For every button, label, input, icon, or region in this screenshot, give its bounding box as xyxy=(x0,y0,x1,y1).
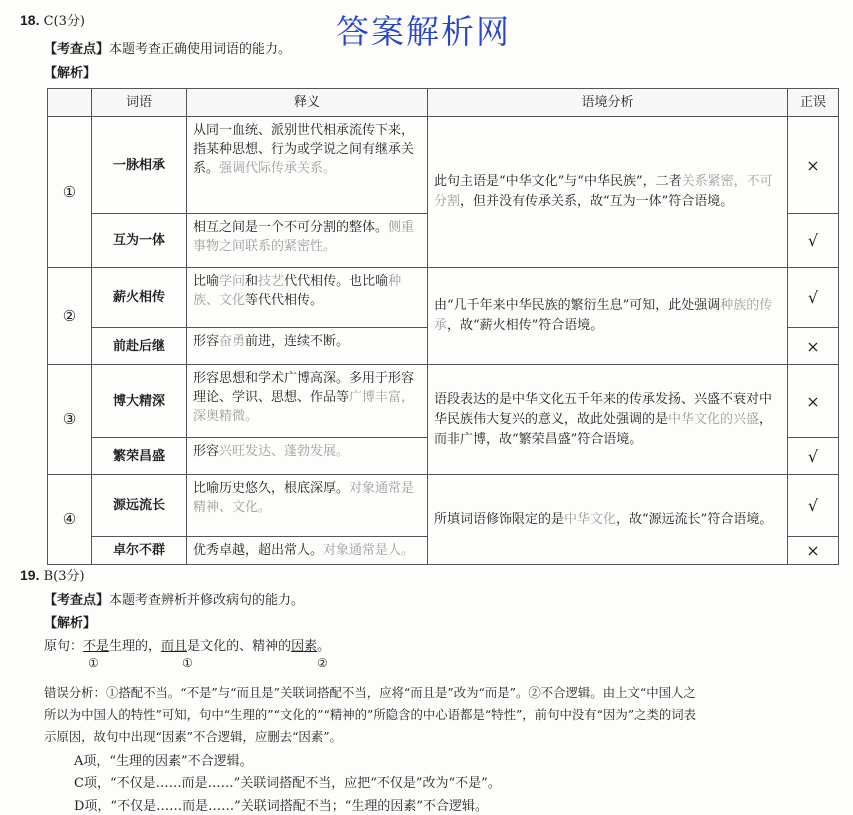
header-definition: 释义 xyxy=(187,89,428,117)
option-a-analysis: A项，“生理的因素”不合逻辑。 xyxy=(74,754,253,769)
original-label: 原句： xyxy=(44,639,84,654)
word-cell: 卓尔不群 xyxy=(92,537,187,565)
context-cell xyxy=(428,117,788,268)
definition-segment: 种族、文化 xyxy=(193,274,402,308)
header-context: 语境分析 xyxy=(428,89,788,117)
circle-mark-1: ① xyxy=(88,656,99,670)
context-segment: 由“几千年来中华民族的繁衍生息”可知，此处强调 xyxy=(434,298,721,313)
answer-score: C(3分) xyxy=(43,14,85,29)
question-number: 19. xyxy=(20,567,40,583)
context-cell xyxy=(428,365,788,475)
word-cell: 源远流长 xyxy=(92,475,187,537)
word-cell: 一脉相承 xyxy=(92,117,187,214)
definition-cell xyxy=(187,328,428,365)
orig-part-5: 因素 xyxy=(291,639,318,654)
context-segment: ，故“源远流长”符合语境。 xyxy=(616,511,773,527)
definition-cell xyxy=(187,117,428,214)
group-number: ④ xyxy=(48,475,92,565)
definition-cell xyxy=(187,214,428,268)
table-header-row xyxy=(48,89,839,117)
table-row xyxy=(48,365,839,438)
table-row xyxy=(48,268,839,328)
definition-segment: 形容思想和学术广博高深。多用于形容理论、学识、思想、作品等 xyxy=(193,371,415,405)
context-cell xyxy=(428,268,788,365)
cross-mark-icon: × xyxy=(788,328,839,365)
definition-segment: 比喻 xyxy=(193,274,220,289)
definition-segment: 优秀卓越，超出常人。 xyxy=(193,543,324,558)
group-number: ③ xyxy=(48,365,92,475)
cross-mark-icon: × xyxy=(788,365,839,438)
test-point-label: 【考查点】 xyxy=(44,593,110,608)
definition-segment: 形容 xyxy=(193,334,220,349)
option-c-analysis: C项，“不仅是……而是……”关联词搭配不当，应把“不仅是”改为“不是”。 xyxy=(74,776,501,791)
definition-segment: 侧重事物之间联系的紧密性。 xyxy=(193,220,415,254)
header-word: 词语 xyxy=(92,89,187,117)
context-segment: 种族的传承 xyxy=(434,298,773,333)
table-row xyxy=(48,117,839,214)
word-analysis-table xyxy=(47,88,839,565)
question-number: 18. xyxy=(20,12,40,28)
definition-segment: 技艺 xyxy=(258,274,285,289)
definition-cell xyxy=(187,268,428,328)
orig-part-6: 。 xyxy=(317,639,331,654)
definition-segment: 兴旺发达、蓬勃发展。 xyxy=(219,444,350,459)
original-sentence xyxy=(44,635,330,654)
answer-score: B(3分) xyxy=(43,569,85,584)
group-number: ① xyxy=(48,117,92,268)
context-segment: ，故“薪火相传”符合语境。 xyxy=(447,318,604,333)
check-mark-icon: √ xyxy=(788,475,839,537)
definition-cell xyxy=(187,537,428,565)
orig-part-2: 生理的， xyxy=(109,639,162,654)
definition-segment: 强调代际传承关系。 xyxy=(219,161,337,176)
context-segment: 语段表达的是中华文化五千年来的传承发扬、兴盛不衰对中华民族伟大复兴的意义，故此处强调的是 xyxy=(434,391,773,427)
definition-segment: 代代相传。也比喻 xyxy=(284,274,389,289)
cross-mark-icon: × xyxy=(788,117,839,214)
context-segment: 中华文化 xyxy=(564,511,617,527)
check-mark-icon: √ xyxy=(788,438,839,475)
table-row xyxy=(48,475,839,537)
word-cell: 互为一体 xyxy=(92,214,187,268)
definition-cell xyxy=(187,365,428,438)
definition-segment: 学问 xyxy=(219,274,246,289)
error-analysis-line-2: 所以为中国人的特性”可知，句中“生理的”“文化的”“精神的”所隐含的中心语都是“特性”，前句中没有“因为”之类的词表 xyxy=(44,707,697,722)
question-18-header xyxy=(20,10,85,29)
test-point-text: 本题考查辨析并修改病句的能力。 xyxy=(109,593,305,608)
question-19-header xyxy=(20,565,85,584)
definition-segment: 前进，连续不断。 xyxy=(245,334,350,349)
circle-mark-2: ① xyxy=(182,656,193,670)
error-analysis-line-1: 错误分析：①搭配不当。“不是”与“而且是”关联词搭配不当，应将“而且是”改为“而是”。②不合逻辑。由上文“中国人之 xyxy=(44,685,696,700)
context-cell xyxy=(428,475,788,565)
definition-segment: 和 xyxy=(245,274,259,289)
q19-analysis-label: 【解析】 xyxy=(44,616,97,631)
context-segment: ，而非广博，故“繁荣昌盛”符合语境。 xyxy=(434,411,773,447)
circle-mark-3: ② xyxy=(317,656,328,670)
definition-segment: 形容 xyxy=(193,444,220,459)
definition-segment: 等代代相传。 xyxy=(245,293,324,308)
orig-part-1: 不是 xyxy=(83,639,110,654)
header-verdict: 正误 xyxy=(788,89,839,117)
check-mark-icon: √ xyxy=(788,268,839,328)
definition-segment: 奋勇 xyxy=(219,334,246,349)
definition-segment: 相互之间是一个不可分割的整体。 xyxy=(193,220,389,235)
q19-test-point xyxy=(44,589,304,608)
definition-segment: 比喻历史悠久，根底深厚。 xyxy=(193,481,350,496)
test-point-text: 本题考查正确使用词语的能力。 xyxy=(109,42,292,57)
q18-test-point xyxy=(44,38,291,57)
q18-analysis-label: 【解析】 xyxy=(44,66,97,81)
cross-mark-icon: × xyxy=(788,537,839,565)
context-segment: 所填词语修饰限定的是 xyxy=(434,511,565,527)
definition-segment: 对象通常是精神、文化。 xyxy=(193,481,415,515)
orig-part-3: 而且 xyxy=(161,639,188,654)
context-segment: 关系紧密，不可分割 xyxy=(434,174,773,209)
header-empty xyxy=(48,89,92,117)
word-cell: 繁荣昌盛 xyxy=(92,438,187,475)
word-cell: 薪火相传 xyxy=(92,268,187,328)
definition-cell xyxy=(187,475,428,537)
definition-segment: 对象通常是人。 xyxy=(323,543,415,558)
definition-segment: 从同一血统、派别世代相承流传下来，指某种思想、行为或学说之间有继承关系。 xyxy=(193,123,415,176)
definition-cell xyxy=(187,438,428,475)
orig-part-4: 是文化的、精神的 xyxy=(187,639,292,654)
group-number: ② xyxy=(48,268,92,365)
check-mark-icon: √ xyxy=(788,214,839,268)
word-cell: 博大精深 xyxy=(92,365,187,438)
word-cell: 前赴后继 xyxy=(92,328,187,365)
option-d-analysis: D项，“不仅是……而是……”关联词搭配不当；“生理的因素”不合逻辑。 xyxy=(74,799,489,814)
test-point-label: 【考查点】 xyxy=(44,42,110,57)
context-segment: 中华文化的兴盛 xyxy=(668,411,760,427)
definition-segment: 广博丰富，深奥精微。 xyxy=(193,390,415,424)
context-segment: ，但并没有传承关系，故“互为一体”符合语境。 xyxy=(460,194,734,209)
context-segment: 此句主语是“中华文化”与“中华民族”，二者 xyxy=(434,174,682,189)
watermark: 答案解析网 xyxy=(336,12,511,51)
error-analysis-line-3: 示原因，故句中出现“因素”不合逻辑，应删去“因素”。 xyxy=(44,729,342,744)
